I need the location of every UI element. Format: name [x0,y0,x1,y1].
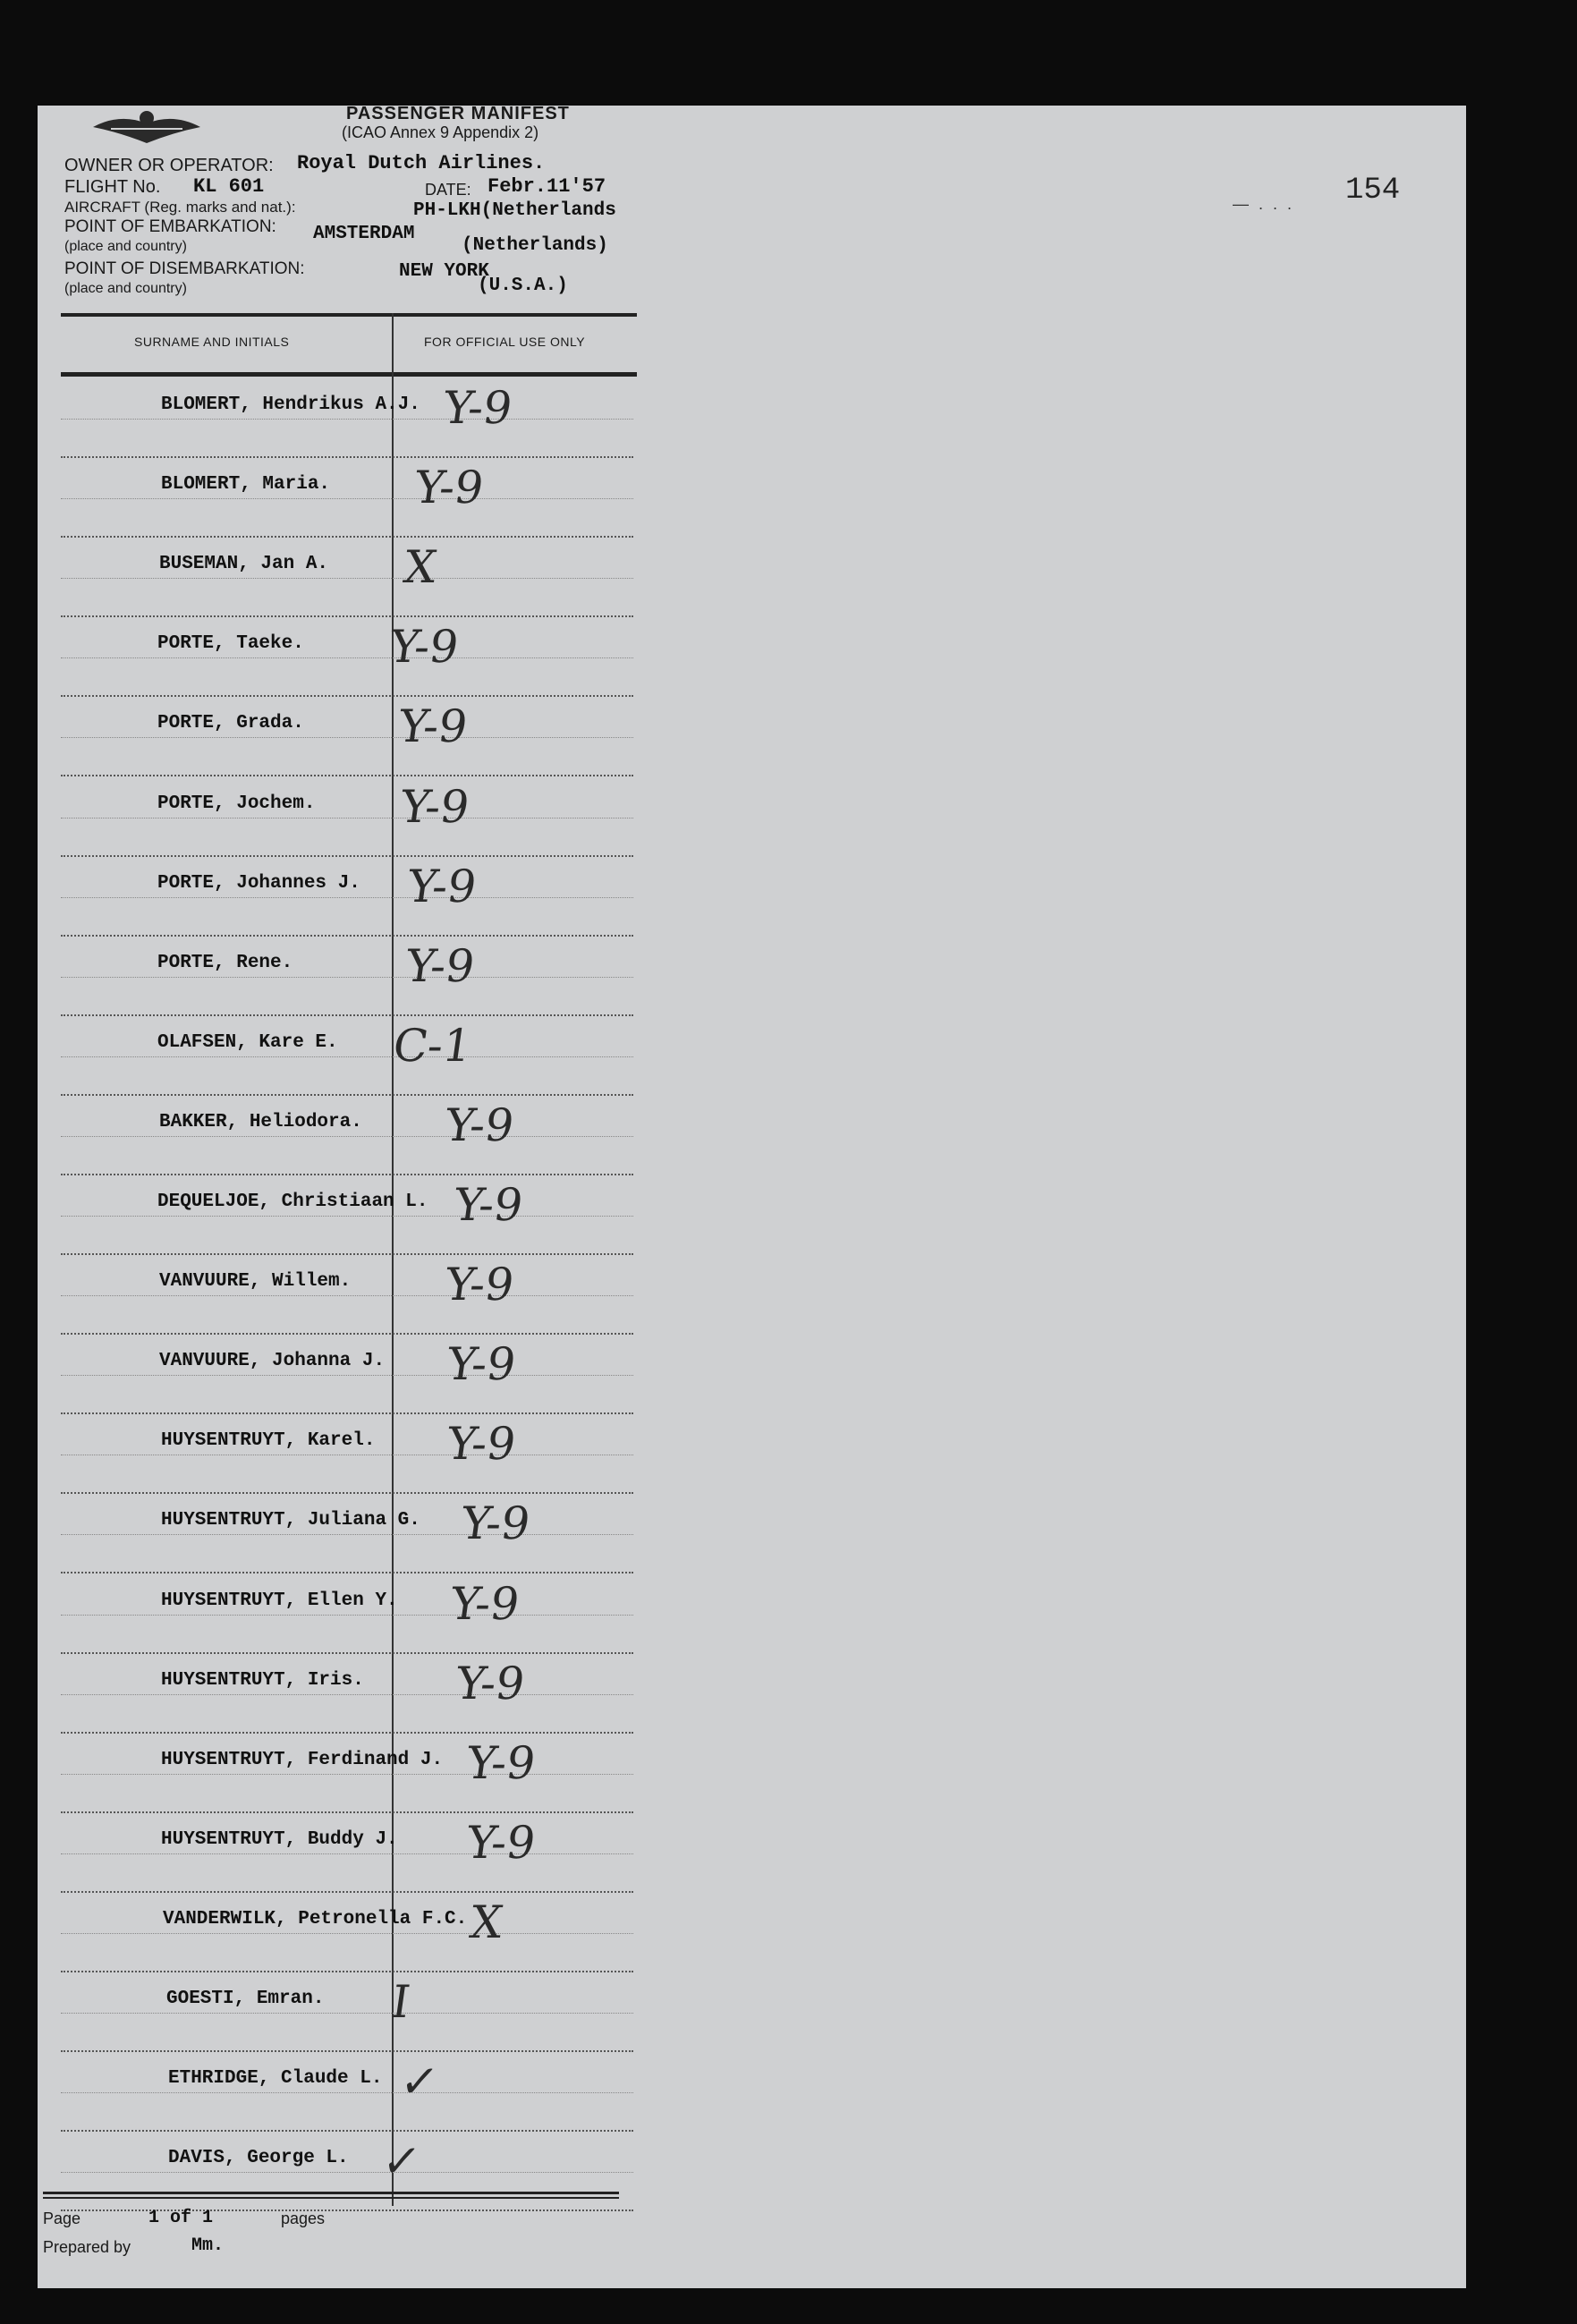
embarkation-label: POINT OF EMBARKATION: [64,217,276,236]
official-mark: C-1 [389,1020,476,1072]
annex-reference: (ICAO Annex 9 Appendix 2) [342,123,539,141]
passenger-row [61,618,633,698]
row-dotted-line [61,1811,633,1813]
disembarkation-value: NEW YORK [399,261,489,282]
passenger-name: HUYSENTRUYT, Karel. [161,1430,376,1451]
row-dotted-line [61,536,633,538]
date-value: Febr.11'57 [488,175,606,198]
passenger-name: PORTE, Taeke. [157,633,304,654]
embarkation-sublabel: (place and country) [64,239,187,254]
passenger-row [61,379,633,459]
passenger-row [61,937,633,1017]
official-mark: X [400,541,440,593]
passenger-name: HUYSENTRUYT, Iris. [161,1670,364,1691]
row-guide-line [61,419,633,420]
official-mark: Y-9 [403,861,480,912]
row-guide-line [61,1853,633,1854]
flight-label: FLIGHT No. [64,177,161,197]
passenger-name: DEQUELJOE, Christiaan L. [157,1192,428,1212]
official-mark: Y-9 [457,1497,534,1549]
header-top-rule [61,313,637,317]
official-mark: Y-9 [446,1578,523,1630]
row-guide-line [61,2092,633,2093]
owner-value: Royal Dutch Airlines. [297,152,546,174]
row-guide-line [61,657,633,658]
embarkation-country: (Netherlands) [462,235,608,256]
flight-value: KL 601 [193,175,265,198]
official-mark: Y-9 [450,1179,527,1231]
passenger-row [61,778,633,858]
official-mark: Y-9 [402,940,479,992]
row-dotted-line [61,775,633,776]
passenger-row [61,698,633,777]
row-dotted-line [61,1891,633,1893]
row-guide-line [61,2013,633,2014]
row-guide-line [61,1056,633,1057]
footer-page-count: 1 of 1 [148,2208,214,2228]
row-dotted-line [61,1492,633,1494]
disembarkation-country: (U.S.A.) [478,276,568,296]
passenger-row [61,1336,633,1415]
passenger-name: BLOMERT, Hendrikus A.J. [161,394,420,415]
disembarkation-label: POINT OF DISEMBARKATION: [64,259,305,278]
passenger-row [61,459,633,539]
passenger-row [61,1256,633,1336]
passenger-name: PORTE, Jochem. [157,793,316,814]
passenger-name: BLOMERT, Maria. [161,474,331,495]
row-guide-line [61,1694,633,1695]
passenger-row [61,1017,633,1097]
row-dotted-line [61,2209,633,2211]
page-number: 154 [1345,174,1401,208]
row-guide-line [61,897,633,898]
row-dotted-line [61,1014,633,1016]
row-dotted-line [61,1333,633,1335]
row-guide-line [61,737,633,738]
table-bottom-rule-2 [43,2197,619,2199]
passenger-row [61,1415,633,1495]
row-dotted-line [61,1412,633,1414]
manifest-page [38,106,1466,2288]
row-guide-line [61,1136,633,1137]
official-mark: Y-9 [396,781,473,833]
official-mark: Y-9 [452,1658,529,1709]
passenger-row [61,858,633,937]
column-header-official: FOR OFFICIAL USE ONLY [424,335,586,349]
row-dotted-line [61,2050,633,2052]
passenger-name: HUYSENTRUYT, Ellen Y. [161,1590,398,1611]
passenger-row [61,1894,633,1973]
official-mark: X [466,1896,506,1948]
passenger-row [61,1814,633,1894]
passenger-row [61,1495,633,1574]
row-dotted-line [61,2130,633,2132]
official-mark: Y-9 [443,1418,520,1470]
passenger-name: DAVIS, George L. [168,2148,349,2168]
row-guide-line [61,1933,633,1934]
passenger-name: ETHRIDGE, Claude L. [168,2068,383,2089]
official-mark: Y-9 [441,1259,518,1310]
row-guide-line [61,578,633,579]
official-mark: Y-9 [411,462,488,513]
passenger-name: HUYSENTRUYT, Buddy J. [161,1829,398,1850]
official-mark: Y-9 [443,1338,520,1390]
passenger-name: VANDERWILK, Petronella F.C. [163,1909,468,1930]
footer-prepared-label: Prepared by [43,2238,131,2256]
row-dotted-line [61,695,633,697]
manifest-title: PASSENGER MANIFEST [346,104,570,123]
row-dotted-line [61,456,633,458]
row-guide-line [61,1774,633,1775]
aircraft-value: PH-LKH(Netherlands [413,200,616,221]
row-guide-line [61,2172,633,2173]
row-dotted-line [61,855,633,857]
passenger-row [61,1973,633,2053]
footer-pages-label: pages [281,2209,326,2227]
official-mark: Y-9 [462,1737,539,1789]
passenger-name: BUSEMAN, Jan A. [159,554,329,574]
passenger-row [61,1176,633,1256]
corner-mark: — . . . [1233,195,1295,213]
passenger-name: GOESTI, Emran. [166,1989,325,2009]
row-dotted-line [61,1253,633,1255]
row-dotted-line [61,935,633,937]
passenger-row [61,1097,633,1176]
row-guide-line [61,977,633,978]
official-mark: Y-9 [386,621,462,673]
passenger-row [61,539,633,618]
row-guide-line [61,498,633,499]
passenger-row [61,1575,633,1655]
official-mark: ✓ [378,2135,424,2187]
row-dotted-line [61,1174,633,1175]
column-header-surname: SURNAME AND INITIALS [134,335,290,349]
embarkation-value: AMSTERDAM [313,224,415,244]
official-mark: I [387,1976,413,2028]
official-mark: ✓ [396,2056,442,2108]
passenger-name: VANVUURE, Johanna J. [159,1351,386,1371]
row-dotted-line [61,1572,633,1573]
passenger-name: PORTE, Grada. [157,713,304,734]
passenger-row [61,2133,633,2212]
passenger-row [61,2053,633,2133]
passenger-name: BAKKER, Heliodora. [159,1112,362,1132]
row-guide-line [61,1295,633,1296]
passenger-name: PORTE, Johannes J. [157,873,360,894]
table-bottom-rule [43,2192,619,2194]
header-bottom-rule [61,372,637,377]
klm-crown-logo [84,106,209,152]
passenger-name: PORTE, Rene. [157,953,293,973]
row-guide-line [61,1534,633,1535]
row-dotted-line [61,1732,633,1734]
passenger-name: HUYSENTRUYT, Ferdinand J. [161,1750,444,1770]
passenger-row [61,1655,633,1735]
row-dotted-line [61,1094,633,1096]
owner-label: OWNER OR OPERATOR: [64,156,274,175]
row-dotted-line [61,1971,633,1972]
passenger-name: VANVUURE, Willem. [159,1271,352,1292]
passenger-name: OLAFSEN, Kare E. [157,1032,338,1053]
disembarkation-sublabel: (place and country) [64,281,187,296]
passenger-name: HUYSENTRUYT, Juliana G. [161,1510,420,1531]
date-label: DATE: [425,181,471,199]
footer-prepared-value: Mm. [191,2235,225,2256]
official-mark: Y-9 [462,1817,539,1869]
row-guide-line [61,1375,633,1376]
official-mark: Y-9 [439,382,516,434]
aircraft-label: AIRCRAFT (Reg. marks and nat.): [64,199,296,216]
row-guide-line [61,1216,633,1217]
footer-page-label: Page [43,2209,81,2227]
row-dotted-line [61,615,633,617]
passenger-row [61,1735,633,1814]
official-mark: Y-9 [441,1099,518,1151]
row-guide-line [61,1615,633,1616]
row-dotted-line [61,1652,633,1654]
official-mark: Y-9 [394,700,471,752]
